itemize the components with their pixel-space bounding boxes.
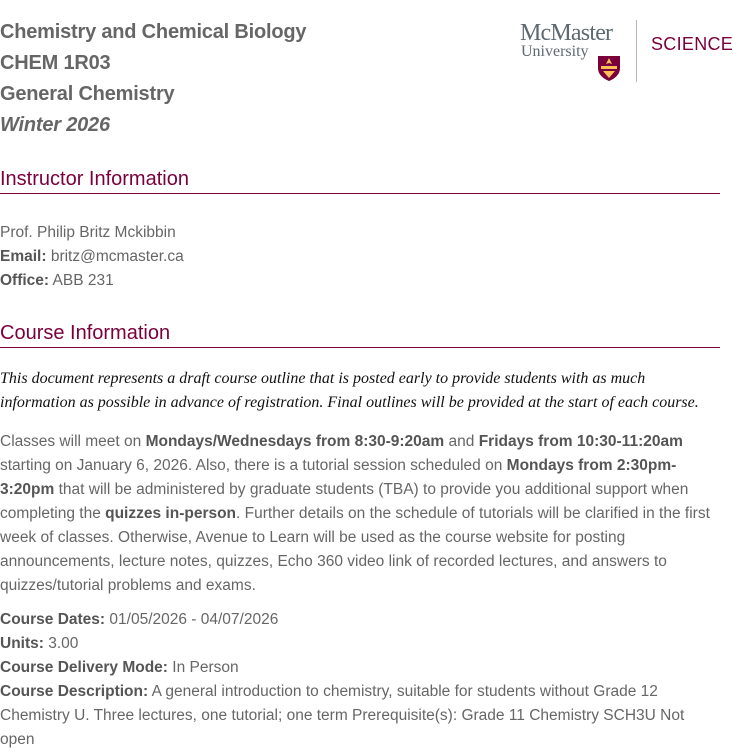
logo-name-line1: McMaster [520,20,613,46]
course-description-label: Course Description: [0,683,149,700]
course-dates-label: Course Dates: [0,611,106,628]
delivery-mode-value: In Person [172,659,239,676]
course-header [0,17,306,141]
course-name: General Chemistry [0,83,175,105]
tutorial-time: Mondays from 2:30pm-3:20pm [0,457,677,498]
schedule-text-1: Classes will meet on [0,433,146,450]
lecture-days-f: Fridays from 10:30-11:20am [478,433,683,450]
delivery-mode-row [0,656,239,680]
schedule-text-4: that will be administered by graduate students (TBA) to provide you additional support when completing the [0,481,689,522]
logo-faculty: SCIENCE [651,34,733,54]
schedule-paragraph [0,430,720,598]
schedule-text-3: starting on January 6, 2026. Also, there is a tutorial session scheduled on [0,457,507,474]
units-row [0,632,78,656]
crest-icon [595,54,623,82]
schedule-text-5: . Further details on the schedule of tutorials will be clarified in the first week of classes. Otherwise, Avenue to Learn will be used as the course website for posting announcements, lecture notes, quizzes, Echo 360 video link of recorded lectures, and answers to quizzes/tutorial problems and exams. [0,505,710,594]
delivery-mode-label: Course Delivery Mode: [0,659,168,676]
department-name: Chemistry and Chemical Biology [0,21,307,43]
logo-divider [636,20,637,82]
course-description [0,680,720,752]
quizzes-mode: quizzes in-person [105,505,237,522]
office-label: Office: [0,272,50,289]
instructor-name: Prof. Philip Britz Mckibbin [0,224,176,241]
instructor-office: ABB 231 [52,272,114,289]
course-description-text: A general introduction to chemistry, suitable for students without Grade 12 Chemistry U. Three lectures, one tutorial; one term Prerequisite(s): Grade 11 Chemistry SCH3U Not open [0,683,685,748]
instructor-office-row [0,269,114,293]
course-section-title: Course Information [0,322,720,348]
lecture-days-mw: Mondays/Wednesdays from 8:30-9:20am [145,433,445,450]
email-label: Email: [0,248,47,265]
instructor-email-row [0,245,184,269]
course-dates-row [0,608,278,632]
course-code: CHEM 1R03 [0,52,111,74]
mcmaster-science-logo [519,20,733,82]
schedule-text-2: and [444,433,479,450]
course-dates: 01/05/2026 - 04/07/2026 [109,611,279,628]
instructor-email[interactable]: britz@mcmaster.ca [50,248,184,265]
units-label: Units: [0,635,44,652]
units-value: 3.00 [48,635,79,652]
course-term: Winter 2026 [0,114,110,136]
logo-name-line2: University [521,43,589,60]
instructor-section-title: Instructor Information [0,168,720,194]
draft-notice: This document represents a draft course outline that is posted early to provide students with as much information as possible in advance of registration. Final outlines will be provided at the start of each course. [0,370,699,411]
